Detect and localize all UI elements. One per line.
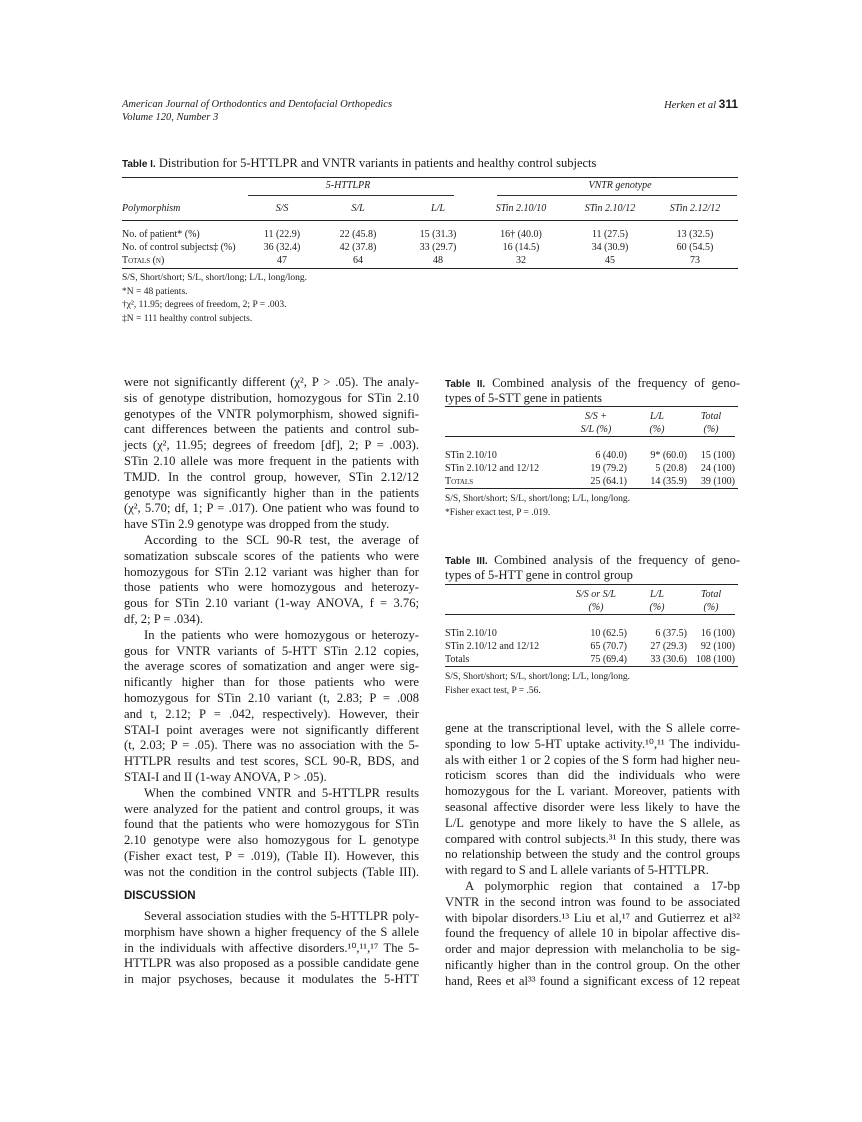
col-header: S/L <box>351 203 365 214</box>
text-line: homozygous for STin 2.10 variant (t, 2.83; P = .008 <box>124 690 419 705</box>
table-row: Totals 75 (69.4) 33 (30.6) 108 (100) <box>445 653 735 665</box>
table2-header-row <box>445 410 735 437</box>
right-column-text <box>445 721 740 990</box>
col-header: S/S or S/L (%) <box>575 589 616 613</box>
cell: 34 (30.9) <box>591 242 629 253</box>
table-row: STin 2.10/12 and 12/12 65 (70.7) 27 (29.3) 92 (100) <box>445 640 735 652</box>
text-line: were analyzed for the patient and control groups, it was <box>124 801 419 816</box>
page-header-right <box>664 98 738 112</box>
text-line: somatization subscale scores of the patients who were <box>124 548 419 563</box>
text-line: gene at the transcriptional level, with the S allele corre- <box>445 721 740 735</box>
table-note: S/S, Short/short; S/L, short/long; L/L, long/long. <box>445 494 631 504</box>
text-line: When the combined VNTR and 5-HTTLPR results <box>144 785 419 800</box>
table1-notes <box>122 272 307 326</box>
text-line: L/L genotype and more likely to have the S allele, as <box>445 815 740 830</box>
table2 <box>445 410 735 488</box>
running-header <box>122 98 392 124</box>
table-row <box>122 254 738 267</box>
journal-name: American Journal of Orthodontics and Dentofacial Orthopedics <box>122 99 393 110</box>
cell: 13 (32.5) <box>676 229 714 240</box>
table3-title-line1: Combined analysis of the frequency of geno- <box>494 553 740 567</box>
table2-top-rule <box>445 406 738 407</box>
row-label: No. of patient* (%) <box>122 229 200 240</box>
cell: 47 <box>277 255 287 266</box>
text-line: those patients who were homozygous and heterozy- <box>124 580 419 595</box>
table2-title-line2: types of 5-STT gene in patients <box>445 390 603 405</box>
cell: 32 <box>516 255 526 266</box>
table1-group-vntr: VNTR genotype <box>588 180 652 191</box>
table-row: STin 2.10/12 and 12/12 19 (79.2) 5 (20.8) 24 (100) <box>445 462 735 474</box>
text-line: order and major depression with melancholia to be sig- <box>445 942 740 957</box>
text-line: gous for VNTR variants of 5-HTT STin 2.12 copies, <box>124 643 419 658</box>
page-number: 311 <box>718 97 738 111</box>
table-row: Totals 25 (64.1) 14 (35.9) 39 (100) <box>445 475 735 487</box>
text-line: (t, 2.03; P = .05). There was no association with the 5- <box>124 738 419 753</box>
discussion-heading: DISCUSSION <box>124 890 196 902</box>
text-line: als with either 1 or 2 copies of the S form had higher neu- <box>445 752 740 767</box>
cell: 45 <box>605 255 615 266</box>
table1-label: Table I. <box>122 159 156 170</box>
table-row: STin 2.10/10 6 (40.0) 9* (60.0) 15 (100) <box>445 449 735 461</box>
text-line: TMJD. In the control group, however, STin 2.12/12 <box>124 469 419 484</box>
text-line: nificantly higher than for those patients who were <box>124 675 419 690</box>
table1-group-rule <box>497 195 737 196</box>
cell: 36 (32.4) <box>263 242 301 253</box>
table-note: *N = 48 patients. <box>122 286 188 297</box>
col-header: Total (%) <box>700 411 722 435</box>
text-line: seasonal affective disorder were less likely to have the <box>445 799 740 814</box>
text-line: (χ², 5.70; df, 1; P = .017). One patient who was found to <box>124 501 419 516</box>
col-header: S/S + S/L (%) <box>580 411 612 435</box>
text-line: In the patients who were homozygous or heterozy- <box>144 627 419 642</box>
text-line: the average scores of somatization and anger were sig- <box>124 659 419 674</box>
table3-title-line2: types of 5-HTT gene in control group <box>445 567 633 582</box>
cell: 42 (37.8) <box>339 242 377 253</box>
left-column-text <box>124 375 419 881</box>
cell: 11 (22.9) <box>263 229 301 240</box>
cell: 15 (31.3) <box>419 229 457 240</box>
text-line: STAI-I and II (1-way ANOVA, P > .05). <box>124 769 327 784</box>
table1-caption <box>122 157 596 172</box>
table2-bottom-rule <box>445 488 738 489</box>
col-header: L/L (%) <box>649 589 665 613</box>
col-header: STin 2.10/12 <box>584 203 636 214</box>
table2-title-line1: Combined analysis of the frequency of geno- <box>492 376 740 390</box>
cell: 16 (14.5) <box>502 242 540 253</box>
discussion-text <box>124 909 419 988</box>
table1-title: Distribution for 5-HTTLPR and VNTR variants in patients and healthy control subjects <box>158 156 597 170</box>
table-note: ‡N = 111 healthy control subjects. <box>122 313 253 324</box>
text-line: sis of genotype distribution, homozygous for STin 2.10 <box>124 390 419 405</box>
col-header: STin 2.10/10 <box>495 203 547 214</box>
text-line: compared with control subjects.³¹ In this study, there was <box>445 831 740 846</box>
text-line: (Fisher exact test, P = .019), (Table II). However, this <box>124 848 419 863</box>
table2-notes <box>445 493 630 520</box>
table1-group-5httlpr: 5-HTTLPR <box>325 180 371 191</box>
text-line: have STin 2.9 genotype was dropped from the study. <box>124 517 390 532</box>
col-header: L/L (%) <box>649 411 665 435</box>
text-line: roticism scores than did the individuals who were <box>445 768 740 783</box>
text-line: and t, 2.12; P = .042, respectively). However, their <box>124 706 419 721</box>
text-line: VNTR in the second intron was found to be associated <box>445 894 740 909</box>
text-line: jects (χ², 11.95; degrees of freedom [df], 2; P = .003). <box>124 438 419 453</box>
text-line: genotype was significantly higher than in the patients <box>124 485 419 500</box>
col-header: Total (%) <box>700 589 722 613</box>
table-note: S/S, Short/short; S/L, short/long; L/L, long/long. <box>122 273 308 283</box>
table-note: †χ², 11.95; degrees of freedom, 2; P = .003. <box>122 300 287 310</box>
cell: 73 <box>690 255 700 266</box>
cell: 48 <box>433 255 443 266</box>
table-note: Fisher exact test, P = .56. <box>445 685 541 696</box>
text-line: STin 2.10 allele was more frequent in the patients with <box>124 453 419 468</box>
text-line: STAI-I point averages were not significantly different <box>124 722 419 737</box>
text-line: nificantly higher than in the control group. On the other <box>445 957 740 972</box>
col-header: L/L <box>431 203 445 214</box>
text-line: A polymorphic region that contained a 17-bp <box>465 878 740 893</box>
table1-bottom-rule <box>122 268 738 269</box>
text-line: were not significantly different (χ², P > .05). The analy- <box>124 375 419 389</box>
table1-top-rule <box>122 177 738 178</box>
text-line: cant differences between the patients and control sub- <box>124 422 419 437</box>
text-line: Several association studies with the 5-HTTLPR poly- <box>144 909 419 923</box>
text-line: gous for STin 2.10 variant (1-way ANOVA, f = 3.76; <box>124 596 419 611</box>
table2-label: Table II. <box>445 379 486 390</box>
text-line: in the individuals with affective disorders.¹⁰,¹¹,¹⁷ The 5- <box>124 940 419 955</box>
table-row <box>122 241 738 254</box>
table3-bottom-rule <box>445 666 738 667</box>
text-line: found the frequency of allele 10 in bipolar affective dis- <box>445 926 740 941</box>
table2-caption <box>445 377 740 405</box>
table3 <box>445 588 735 666</box>
text-line: genotypes of the VNTR polymorphism, showed signifi- <box>124 406 419 421</box>
text-line: df, 2; P = .034). <box>124 611 204 626</box>
cell: 33 (29.7) <box>419 242 457 253</box>
text-line: morphism have shown a higher frequency of the S allele <box>124 924 419 939</box>
table-row: STin 2.10/10 10 (62.5) 6 (37.5) 16 (100) <box>445 627 735 639</box>
cell: 60 (54.5) <box>676 242 714 253</box>
table3-header-row <box>445 588 735 615</box>
table1 <box>122 202 738 267</box>
text-line: with bipolar disorders.¹³ Liu et al,¹⁷ and Gutierrez et al³² <box>445 910 740 925</box>
table3-caption <box>445 554 740 582</box>
cell: 16† (40.0) <box>500 229 542 240</box>
table-note: *Fisher exact test, P = .019. <box>445 507 551 518</box>
table3-label: Table III. <box>445 556 488 567</box>
text-line: found that the patients who were homozygous for STin <box>124 817 419 832</box>
cell: 22 (45.8) <box>339 229 377 240</box>
table3-notes <box>445 671 630 698</box>
col-header: S/S <box>275 203 289 214</box>
col-header: STin 2.12/12 <box>669 203 721 214</box>
row-label: No. of control subjects‡ (%) <box>122 242 236 253</box>
text-line: sponding to low 5-HT uptake activity.¹⁰,¹¹ The individu- <box>445 736 740 751</box>
text-line: 2.10 genotype were also homozygous for L genotype <box>124 833 419 848</box>
text-line: was not the condition in the control subjects (Table III). <box>124 864 419 879</box>
text-line: homozygous for the L variant. Moreover, patients with <box>445 784 740 799</box>
cell: 64 <box>353 255 363 266</box>
table-note: S/S, Short/short; S/L, short/long; L/L, long/long. <box>445 672 631 682</box>
text-line: hand, Rees et al³³ found a significant excess of 12 repeat <box>445 973 740 988</box>
table-row <box>122 228 738 241</box>
text-line: HTTLPR results and test scores, SCL 90-R, BDS, and <box>124 754 419 769</box>
table1-header-row <box>122 202 738 220</box>
journal-volume: Volume 120, Number 3 <box>122 112 219 123</box>
text-line: homozygous for STin 2.12 variant was higher than for <box>124 564 419 579</box>
col-header: Polymorphism <box>122 203 181 214</box>
text-line: According to the SCL 90-R test, the average of <box>144 532 419 547</box>
text-line: with regard to S and L allele variants of 5-HTTLPR. <box>445 863 709 878</box>
text-line: HTTLPR was also proposed as a possible candidate gene <box>124 956 419 971</box>
cell: 11 (27.5) <box>591 229 629 240</box>
row-label: Totals (n) <box>122 255 165 266</box>
table3-top-rule <box>445 584 738 585</box>
authors: Herken et al <box>664 100 717 111</box>
text-line: no relationship between the study and the control groups <box>445 847 740 862</box>
text-line: in major psychoses, because it modulates the 5-HTT <box>124 972 419 987</box>
table1-group-rule <box>248 195 454 196</box>
